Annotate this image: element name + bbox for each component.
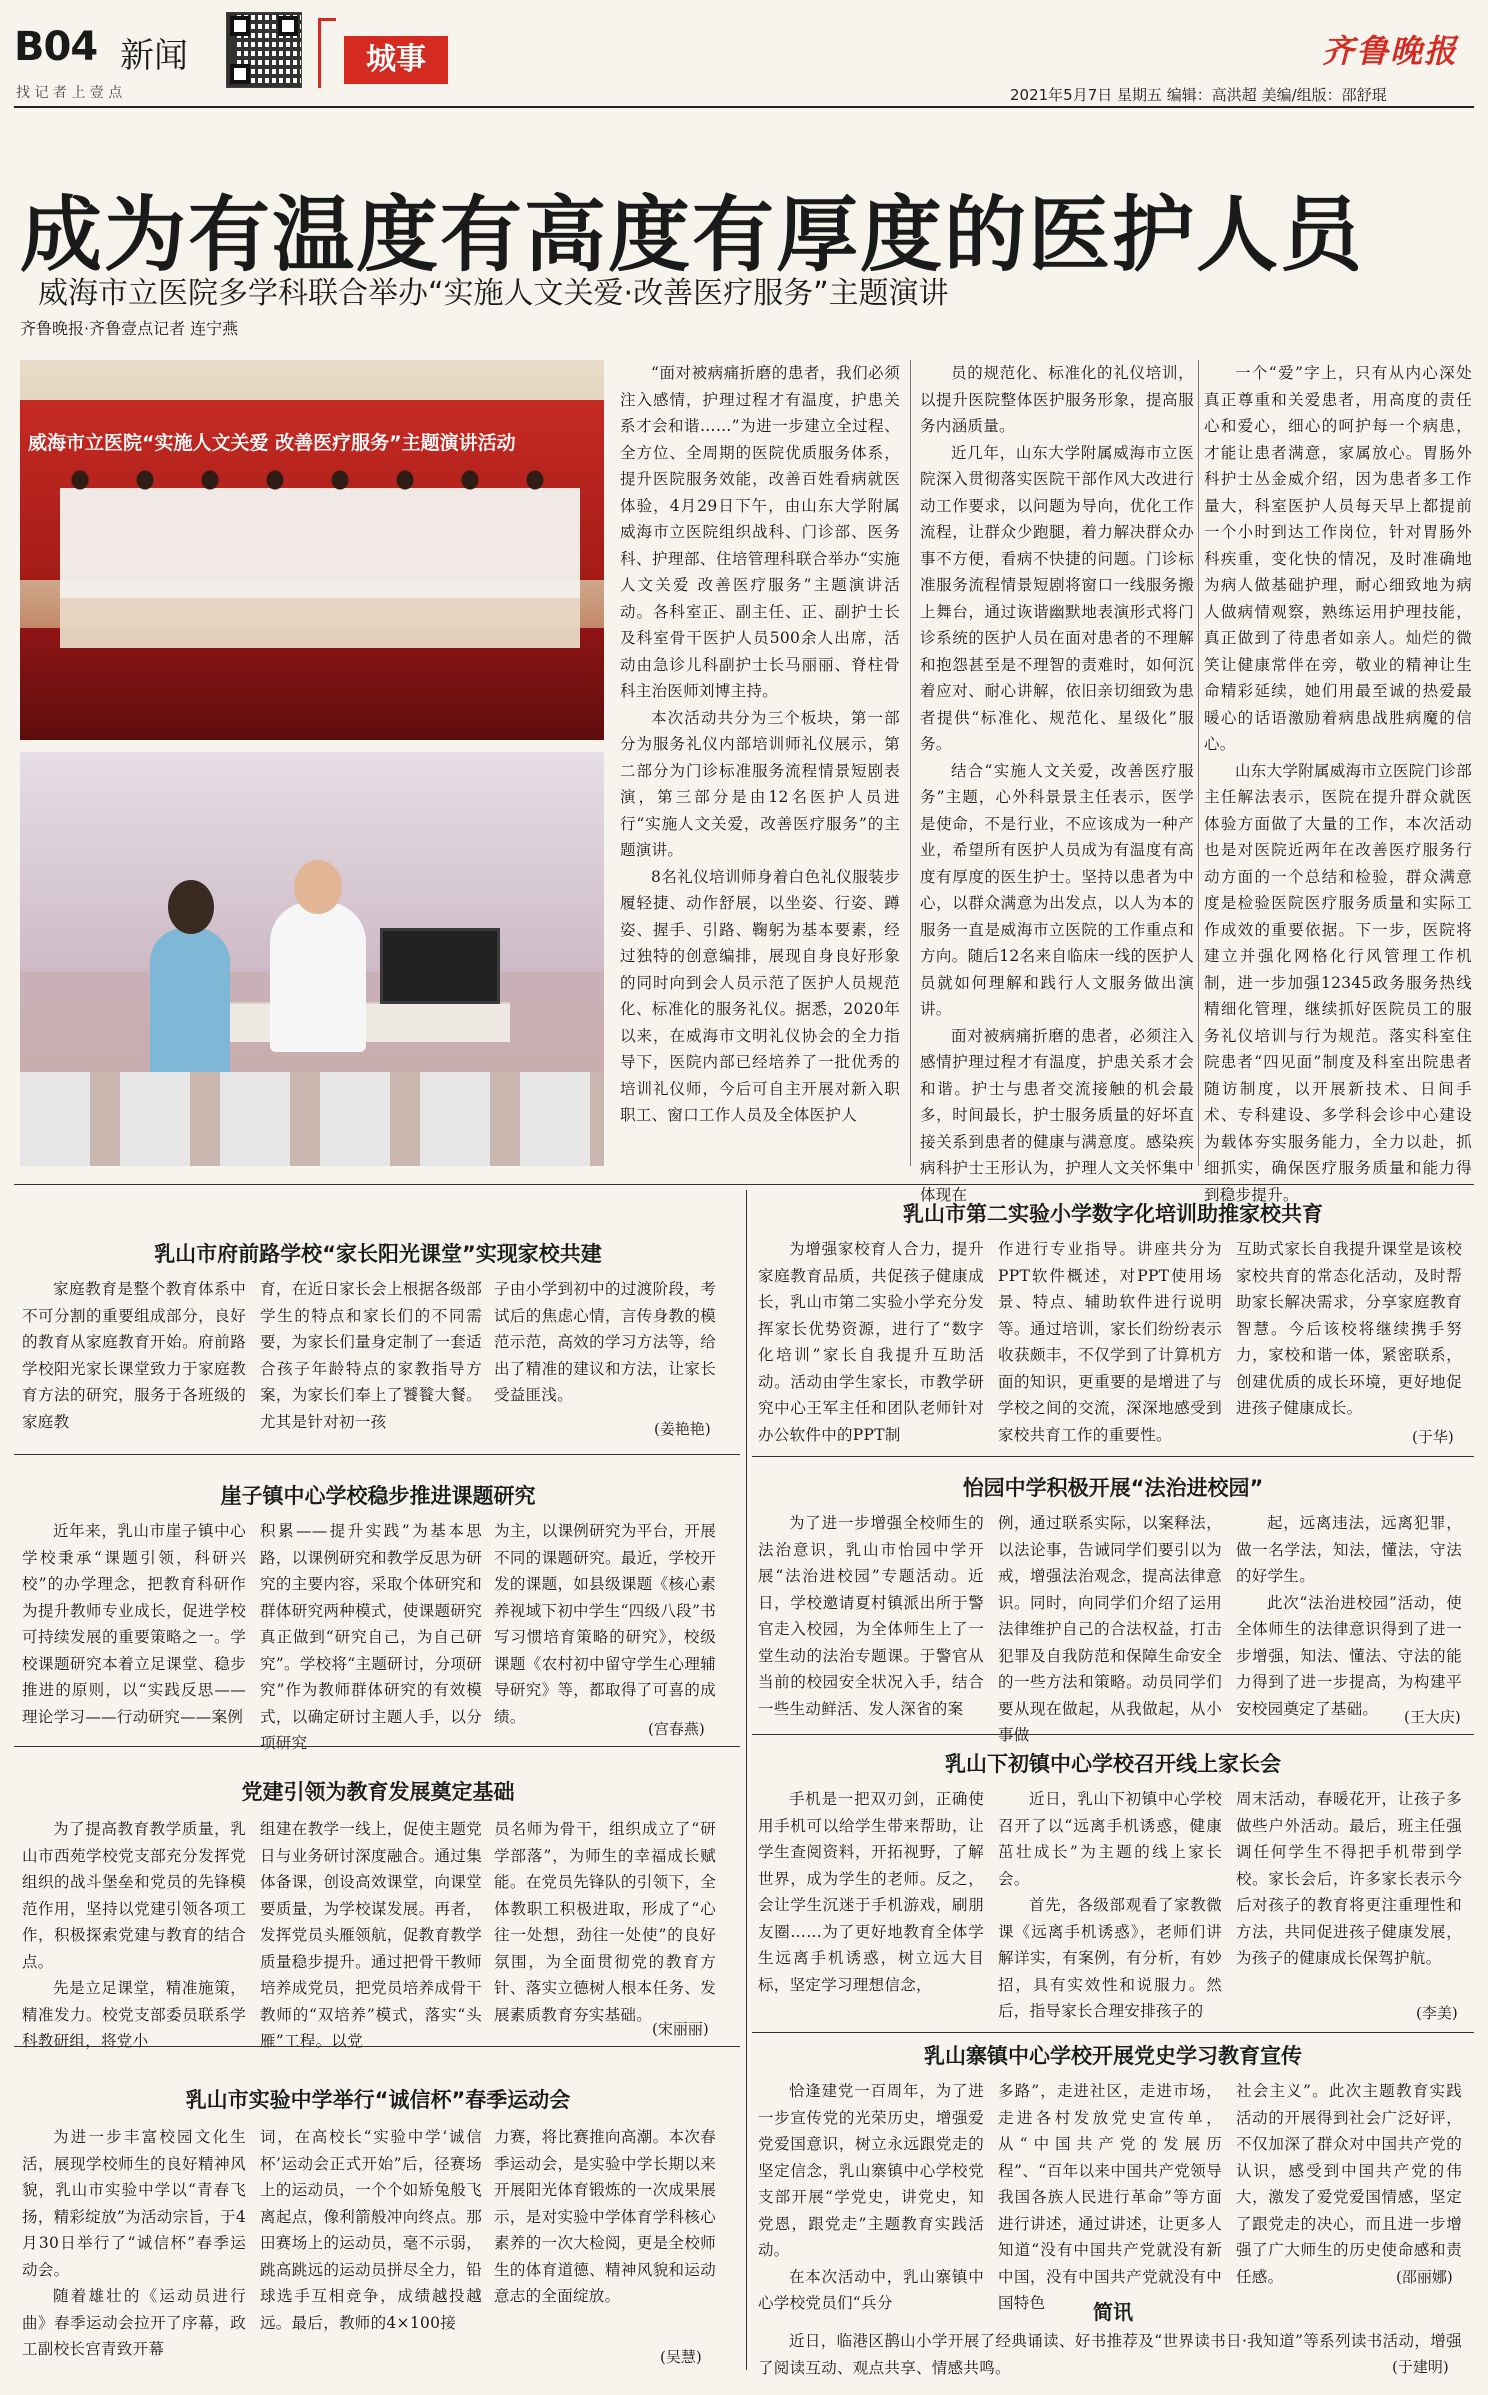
lead-column-1: “面对被病痛折磨的患者，我们必须注入感情，护理过程才有温度，护患关系才会和谐……”为进一步建立全过程、全方位、全周期的医院优质服务体系，提升医院服务效能，改善百姓看病就医体验，4月29日下午，由山东大学附属威海市立医院组织战科、门诊部、医务科、护理部、住培管理科联合举办“实施人文关爱 改善医疗服务”主题演讲活动。各科室正、副主任、正、副护士长及科室骨干医护人员500余人出席，活动由急诊儿科副护士长马丽丽、脊柱骨科主治医师刘博主持。 本次活动共分为三个板块，第一部分为服务礼仪内部培训师礼仪展示，第二部分为门诊标准服务流程情景短剧表演，第三部分是由12名医护人员进行“实施人文关爱，改善医疗服务”的主题演讲。 8名礼仪培训师身着白色礼仪服装步履轻捷、动作舒展，以坐姿、行姿、蹲姿、握手、引路、鞠躬为基本要素，经过独特的创意编排，展现自身良好形象的同时向到会人员示范了医护人员规范化、标准化的服务礼仪。据悉，2020年以来，在威海市文明礼仪协会的全力指导下，医院内部已经培养了一批优秀的培训礼仪师，今后可自主开展对新入职职工、窗口工作人员及全体医护人 (620, 364, 900, 1124)
consultation-photo (20, 752, 604, 1166)
col-rule (910, 360, 911, 1166)
a2-col-2: 积累——提升实践”为基本思路，以课例研究和教学反思为研究的主要内容，采取个体研究和群体研究两种模式，使课题研究真正做到“研究自己，为自己研究”。学校将“主题研讨，分项研究”作为教师群体研究的有效模式，以确定研讨主题人手，以分项研究 (260, 1522, 482, 1752)
article-title: 乳山市第二实验小学数字化培训助推家校共育 (903, 1202, 1323, 1226)
center-rule (746, 1190, 747, 2370)
a1-author: (姜艳艳) (654, 1420, 711, 1438)
brand-logo: 齐鲁晚报 (1322, 32, 1459, 70)
a4-author: (吴慧) (660, 2348, 702, 2366)
b1-col-3: 互助式家长自我提升课堂是该校家校共育的常态化活动，及时帮助家长解决需求，分享家庭教育智慧。今后该校将继续携手努力，家校和谐一体，紧密联系，创建优质的成长环境，更好地促进孩子健康成长。 (1236, 1240, 1462, 1417)
page-code: B04 (14, 24, 98, 70)
patient-figure (150, 928, 230, 1088)
brief-text: 近日，临港区鹊山小学开展了经典诵读、好书推荐及“世界读书日·我知道”等系列读书活动，增强了阅读互动、观点共享、情感共鸣。 (758, 2332, 1462, 2377)
lead-column-2: 员的规范化、标准化的礼仪培训，以提升医院整体医护服务形象，提高服务内涵质量。 近几年，山东大学附属威海市立医院深入贯彻落实医院干部作风大改进行动工作要求，以问题为导向，优化工作流程，让群众少跑腿，着力解决群众办事不方便，看病不快捷的问题。门诊标准服务流程情景短剧将窗口一线服务搬上舞台，通过诙谐幽默地表演形式将门诊系统的医护人员在面对患者的不理解和抱怨甚至是不理智的责难时，如何沉着应对、耐心讲解，依旧亲切细致为患者提供“标准化、规范化、星级化”服务。 结合“实施人文关爱，改善医疗服务”主题，心外科景景主任表示，医学是使命，不是行业，不应该成为一种产业，希望所有医护人员成为有温度有高度有厚度的医生护士。坚持以患者为中心，以群众满意为出发点，以人为本的服务一直是威海市立医院的工作重点和方向。随后12名来自临床一线的医护人员就如何理解和践行人文服务做出演讲。 面对被病痛折磨的患者，必须注入感情护理过程才有温度，护患关系才会和谐。护士与患者交流接触的机会最多，时间最长，护士服务质量的好坏直接关系到患者的健康与满意度。感染疾病科护士王形认为，护理人文关怀集中体现在 (920, 364, 1194, 1204)
a3-col-3: 员名师为骨干，组织成立了“研学部落”，为师生的幸福成长赋能。在党员先锋队的引领下，全体教职工积极进取，形成了“心往一处想，劲往一处使”的良好氛围，为全面贯彻党的教育方针、落实立德树人根本任务、发展素质教育夯实基础。 (494, 1820, 716, 2024)
b3-col-3: 周末活动，春暖花开，让孩子多做些户外活动。最后，班主任强调任何学生不得把手机带到学校。家长会后，许多家长表示今后对孩子的教育将更注重理性和方法，共同促进孩子健康发展，为孩子的健康成长保驾护航。 (1236, 1790, 1462, 1967)
header-rule (14, 106, 1474, 108)
b1-col-1: 为增强家校育人合力，提升家庭教育品质，共促孩子健康成长，乳山市第二实验小学充分发挥家长优势资源，进行了“数字化培训”家长自我提升互助活动。活动由学生家长，市教学研究中心王军主任和团队老师针对办公软件中的PPT制 (758, 1240, 984, 1444)
b2-col-2: 例，通过联系实际，以案释法，以法论事，告诫同学们要引以为戒，增强法治观念，提高法律意识。同时，向同学们介绍了运用法律维护自己的合法权益，打击犯罪及自我防范和保障生命安全的一些方法和策略。动员同学们要从现在做起，从我做起，从小事做 (998, 1514, 1222, 1744)
doctor-head (294, 860, 342, 914)
b2-author: (王大庆) (1404, 1708, 1461, 1726)
performers (60, 468, 580, 658)
b4-col-2: 多路”，走进社区，走进市场，走进各村发放党史宣传单，从“中国共产党的发展历程”、“百年以来中国共产党领导我国各族人民进行革命”等方面进行讲述，通过讲述，让更多人知道“没有中国共产党就没有新中国，没有中国共产党就没有中国特色 (998, 2082, 1222, 2312)
a4-col-2: 词，在高校长“实验中学‘诚信杯’运动会正式开始”后，径赛场上的运动员，一个个如矫兔般飞离起点，像利箭般冲向终点。那田赛场上的运动员，毫不示弱，跳高跳远的运动员拼尽全力，铅球选手互相竞争，成绩越投越远。最后，教师的4×100接 (260, 2128, 482, 2332)
b3-author: (李美) (1416, 2004, 1458, 2022)
lead-title: 成为有温度有高度有厚度的医护人员 (20, 188, 1365, 283)
qr-corner-icon (278, 16, 298, 36)
article-rule (752, 2032, 1474, 2033)
b4-col-1: 恰逢建党一百周年，为了进一步宣传党的光荣历史，增强爱党爱国意识，树立永远跟党走的坚定信念，乳山寨镇中心学校党支部开展“学党史，讲党史，知党恩，跟党走”主题教育实践活动。 在本次活动中，乳山寨镇中心学校党员们“兵分 (758, 2082, 984, 2312)
article-rule (752, 1456, 1474, 1457)
article-title: 乳山寨镇中心学校开展党史学习教育宣传 (924, 2044, 1302, 2068)
patient-head (168, 880, 214, 934)
article-title: 乳山市府前路学校“家长阳光课堂”实现家校共建 (154, 1242, 602, 1266)
b3-col-2: 近日，乳山下初镇中心学校召开了以“远离手机诱惑，健康茁壮成长”为主题的线上家长会。 首先，各级部观看了家教微课《远离手机诱惑》，老师们讲解详实，有案例，有分析，有妙招，具有实效性和说服力。然后，指导家长合理安排孩子的 (998, 1790, 1222, 2020)
photo-banner: 威海市立医院“实施人文关爱 改善医疗服务”主题演讲活动 (28, 432, 516, 454)
a2-col-1: 近年来，乳山市崖子镇中心学校秉承“课题引领，科研兴校”的办学理念，把教育科研作为提升教师专业成长，促进学校可持续发展的重要策略之一。学校课题研究本着立足课堂、稳步推进的原则，以“实践反思——理论学习——行动研究——案例 (22, 1522, 246, 1726)
qr-corner-icon (230, 16, 250, 36)
b1-author: (于华) (1412, 1428, 1454, 1446)
article-title: 党建引领为教育发展奠定基础 (241, 1780, 515, 1804)
qr-corner-icon (230, 64, 250, 84)
lead-bottom-rule (14, 1184, 1474, 1185)
lead-byline: 齐鲁晚报·齐鲁壹点记者 连宁燕 (20, 319, 239, 338)
a1-col-2: 育，在近日家长会上根据各级部学生的特点和家长们的不同需要，为家长们量身定制了一套适合孩子年龄特点的家教指导方案，为家长们奉上了饕餮大餐。尤其是针对初一孩 (260, 1280, 482, 1431)
b2-col-1: 为了进一步增强全校师生的法治意识，乳山市怡园中学开展“法治进校园”专题活动。近日，学校邀请夏村镇派出所于警官走入校园，为全体师生上了一堂生动的法治专题课。于警官从当前的校园安全状况入手，结合一些生动鲜活、发人深省的案 (758, 1514, 984, 1718)
section-tag: 城事 (344, 36, 448, 84)
issue-info: 2021年5月7日 星期五 编辑：高洪超 美编/组版：邵舒琨 (1010, 86, 1387, 104)
a3-author: (宋丽丽) (652, 2020, 709, 2038)
slogan: 找 记 者 上 壹 点 (16, 85, 123, 101)
b4-author: (邵丽娜) (1396, 2268, 1453, 2286)
b3-col-1: 手机是一把双刃剑，正确使用手机可以给学生带来帮助，让学生查阅资料，开拓视野，了解世界，成为学生的老师。反之，会让学生沉迷于手机游戏，刷朋友圈……为了更好地教育全体学生远离手机诱惑，树立远大目标，坚定学习理想信念， (758, 1790, 984, 1994)
article-title: 怡园中学积极开展“法治进校园” (962, 1476, 1264, 1500)
article-rule (14, 1746, 740, 1747)
stage-photo (20, 360, 604, 740)
section-name: 新闻 (120, 36, 188, 76)
a3-col-2: 组建在教学一线上，促使主题党日与业务研讨深度融合。通过集体备课，创设高效课堂，向课堂要质量，为学校谋发展。再者，发挥党员头雁领航，促教育教学质量稳步提升。通过把骨干教师培养成党员，把党员培养成骨干教师的“双培养”模式，落实“头雁”工程。以党 (260, 1820, 482, 2050)
article-rule (14, 2046, 740, 2047)
a4-col-3: 力赛，将比赛推向高潮。本次春季运动会，是实验中学长期以来开展阳光体育锻炼的一次成果展示，是对实验中学体育学科核心素养的一次大检阅，更是全校师生的体育道德、精神风貌和运动意志的全面绽放。 (494, 2128, 716, 2305)
brief-title: 简讯 (1093, 2300, 1133, 2324)
lead-subtitle: 威海市立医院多学科联合举办“实施人文关爱·改善医疗服务”主题演讲 (38, 276, 949, 311)
chairs (20, 1072, 604, 1166)
a1-col-1: 家庭教育是整个教育体系中不可分割的重要组成部分，良好的教育从家庭教育开始。府前路学校阳光家长课堂致力于家庭教育方法的研究，服务于各班级的家庭教 (22, 1280, 246, 1431)
a1-col-3: 子由小学到初中的过渡阶段，考试后的焦虑心情，言传身教的模范示范，高效的学习方法等，给出了精准的建议和方法，让家长受益匪浅。 (494, 1280, 716, 1404)
a2-col-3: 为主，以课例研究为平台，开展不同的课题研究。最近，学校开发的课题，如县级课题《核心素养视域下初中学生“四级八段”书写习惯培育策略的研究》，校级课题《农村初中留守学生心理辅导研究》等，都取得了可喜的成绩。 (494, 1522, 716, 1726)
article-title: 乳山下初镇中心学校召开线上家长会 (945, 1752, 1281, 1776)
laptop (380, 928, 500, 1004)
b2-col-3: 起，远离违法，远离犯罪，做一名学法，知法，懂法，守法的好学生。 此次“法治进校园”活动，使全体师生的法律意识得到了进一步增强，知法、懂法、守法的能力得到了进一步提高，为构建平安校园奠定了基础。 (1236, 1514, 1462, 1718)
brief-author: (于建明) (1392, 2358, 1449, 2376)
article-title: 乳山市实验中学举行“诚信杯”春季运动会 (185, 2088, 571, 2112)
article-title: 崖子镇中心学校稳步推进课题研究 (220, 1484, 536, 1508)
doctor-figure (270, 902, 366, 1052)
section-tag-bracket (318, 18, 336, 88)
article-rule (14, 1454, 740, 1455)
col-rule (1198, 360, 1199, 1166)
article-rule (752, 1734, 1474, 1735)
b4-col-3: 社会主义”。此次主题教育实践活动的开展得到社会广泛好评，不仅加深了群众对中国共产党的认识，感受到中国共产党的伟大，激发了爱党爱国情感，坚定了跟党走的决心，而且进一步增强了广大师生的历史使命感和责任感。 (1236, 2082, 1462, 2286)
a4-col-1: 为进一步丰富校园文化生活，展现学校师生的良好精神风貌，乳山市实验中学以“青春飞扬，精彩绽放”为活动宗旨，于4月30日举行了“诚信杯”春季运动会。 随着雄壮的《运动员进行曲》春季运动会拉开了序幕，政工副校长宫青致开幕 (22, 2128, 246, 2358)
a2-author: (宫春燕) (648, 1720, 705, 1738)
a3-col-1: 为了提高教育教学质量，乳山市西苑学校党支部充分发挥党组织的战斗堡垒和党员的先锋模范作用，坚持以党建引领各项工作，积极探索党建与教育的结合点。 先是立足课堂，精准施策，精准发力。校党支部委员联系学科教研组，将党小 (22, 1820, 246, 2050)
b1-col-2: 作进行专业指导。讲座共分为PPT软件概述，对PPT使用场景、特点、辅助软件进行说明等。通过培训，家长们纷纷表示收获颇丰，不仅学到了计算机方面的知识，更重要的是增进了与学校之间的交流，深深地感受到家校共育工作的重要性。 (998, 1240, 1222, 1444)
lead-column-3: 一个“爱”字上，只有从内心深处真正尊重和关爱患者，用高度的责任心和爱心，细心的呵护每一个病患，才能让患者满意，家属放心。胃肠外科护士丛金威介绍，因为患者多工作量大，科室医护人员每天早上都提前一个小时到达工作岗位，针对胃肠外科疾重，变化快的情况，及时准确地为病人做基础护理，耐心细致地为病人做病情观察，熟练运用护理技能，真正做到了待患者如亲人。灿烂的微笑让健康常伴在旁，敬业的精神让生命精彩延续，她们用最至诚的热爱最暖心的话语激励着病患战胜病魔的信心。 山东大学附属威海市立医院门诊部主任解法表示，医院在提升群众就医体验方面做了大量的工作，本次活动也是对医院近两年在改善医疗服务行动方面的一个总结和检验，群众满意度是检验医院医疗服务质量和实际工作成效的重要依据。下一步，医院将建立并强化网格化行风管理工作机制，进一步加强12345政务服务热线精细化管理，继续抓好医院员工的服务礼仪培训与行为规范。落实科室住院患者“四见面”制度及科室出院患者随访制度，以开展新技术、日间手术、专科建设、多学科会诊中心建设为载体夯实服务能力，全力以赴，抓细抓实，确保医疗服务质量和能力得到稳步提升。 (1204, 364, 1473, 1204)
